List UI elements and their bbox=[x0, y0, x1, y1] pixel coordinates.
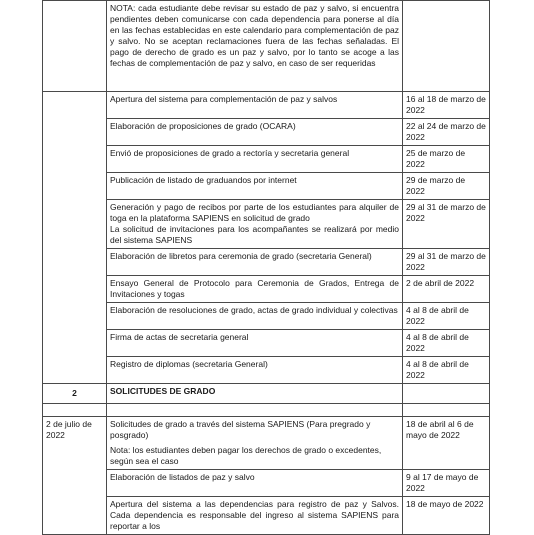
number-cell bbox=[43, 92, 107, 384]
date-cell: 4 al 8 de abril de 2022 bbox=[403, 330, 490, 357]
table-row bbox=[43, 1, 490, 92]
spacer-row bbox=[43, 404, 490, 417]
note-cell: NOTA: cada estudiante debe revisar su estado de paz y salvo, si encuentra pendientes deben comunicarse con cada dependencia para ponerse al día en las fechas establecidas en este calendario para complementación de paz y salvo. No se aceptan reclamaciones fuera de las fechas señaladas. El pago de derecho de grado es un paz y salvo, por lo tanto se acoge a las fechas de complementación de paz y salvo, en caso de ser requeridas bbox=[107, 1, 403, 92]
section-title: SOLICITUDES DE GRADO bbox=[107, 384, 403, 404]
date-cell: 22 al 24 de marzo de 2022 bbox=[403, 119, 490, 146]
table-row bbox=[43, 497, 490, 535]
table-row bbox=[43, 303, 490, 330]
activity-cell: Apertura del sistema para complementación de paz y salvos bbox=[107, 92, 403, 119]
activity-cell: Publicación de listado de graduandos por internet bbox=[107, 173, 403, 200]
table-row bbox=[43, 249, 490, 276]
table-row bbox=[43, 276, 490, 303]
activity-cell: Elaboración de listados de paz y salvo bbox=[107, 470, 403, 497]
table-row bbox=[43, 357, 490, 384]
date-cell: 16 al 18 de marzo de 2022 bbox=[403, 92, 490, 119]
table-row bbox=[43, 173, 490, 200]
date-cell: 18 de abril al 6 de mayo de 2022 bbox=[403, 417, 490, 470]
table-row bbox=[43, 119, 490, 146]
date-cell: 2 de abril de 2022 bbox=[403, 276, 490, 303]
activity-cell: Elaboración de libretos para ceremonia de grado (secretaria General) bbox=[107, 249, 403, 276]
table-row bbox=[43, 470, 490, 497]
number-cell bbox=[43, 1, 107, 92]
activity-text: La solicitud de invitaciones para los acompañantes se realizará por medio del sistema SAPIENS bbox=[110, 224, 399, 245]
activity-text: Generación y pago de recibos por parte de los estudiantes para alquiler de toga en la plataforma SAPIENS en solicitud de grado bbox=[110, 202, 399, 223]
activity-cell: Ensayo General de Protocolo para Ceremonia de Grados, Entrega de Invitaciones y togas bbox=[107, 276, 403, 303]
activity-cell: Apertura del sistema a las dependencias para registro de paz y Salvos. Cada dependencia es responsable del ingreso al sistema SAPIENS para reportar a los bbox=[107, 497, 403, 535]
date-cell: 25 de marzo de 2022 bbox=[403, 146, 490, 173]
activity-cell: Firma de actas de secretaria general bbox=[107, 330, 403, 357]
date-cell bbox=[403, 1, 490, 92]
section-number: 2 bbox=[43, 384, 107, 404]
calendar-table bbox=[42, 0, 490, 535]
date-cell: 18 de mayo de 2022 bbox=[403, 497, 490, 535]
table-row bbox=[43, 92, 490, 119]
activity-cell bbox=[107, 200, 403, 249]
activity-cell: Registro de diplomas (secretaria General) bbox=[107, 357, 403, 384]
table-row bbox=[43, 200, 490, 249]
activity-cell: Envió de proposiciones de grado a rectoría y secretaria general bbox=[107, 146, 403, 173]
section-header-row bbox=[43, 384, 490, 404]
activity-cell: Elaboración de proposiciones de grado (OCARA) bbox=[107, 119, 403, 146]
date-cell: 4 al 8 de abril de 2022 bbox=[403, 357, 490, 384]
date-cell: 29 al 31 de marzo de 2022 bbox=[403, 200, 490, 249]
date-cell: 29 al 31 de marzo de 2022 bbox=[403, 249, 490, 276]
activity-text: Solicitudes de grado a través del sistema SAPIENS (Para pregrado y posgrado) bbox=[110, 419, 371, 440]
table-row bbox=[43, 330, 490, 357]
date-cell: 29 de marzo de 2022 bbox=[403, 173, 490, 200]
table-row bbox=[43, 146, 490, 173]
date-cell bbox=[403, 384, 490, 404]
activity-cell: Elaboración de resoluciones de grado, actas de grado individual y colectivas bbox=[107, 303, 403, 330]
date-cell: 9 al 17 de mayo de 2022 bbox=[403, 470, 490, 497]
activity-note: Nota: los estudiantes deben pagar los derechos de grado o excedentes, según sea el caso bbox=[110, 445, 382, 466]
start-date-cell: 2 de julio de 2022 bbox=[43, 417, 107, 535]
date-cell: 4 al 8 de abril de 2022 bbox=[403, 303, 490, 330]
